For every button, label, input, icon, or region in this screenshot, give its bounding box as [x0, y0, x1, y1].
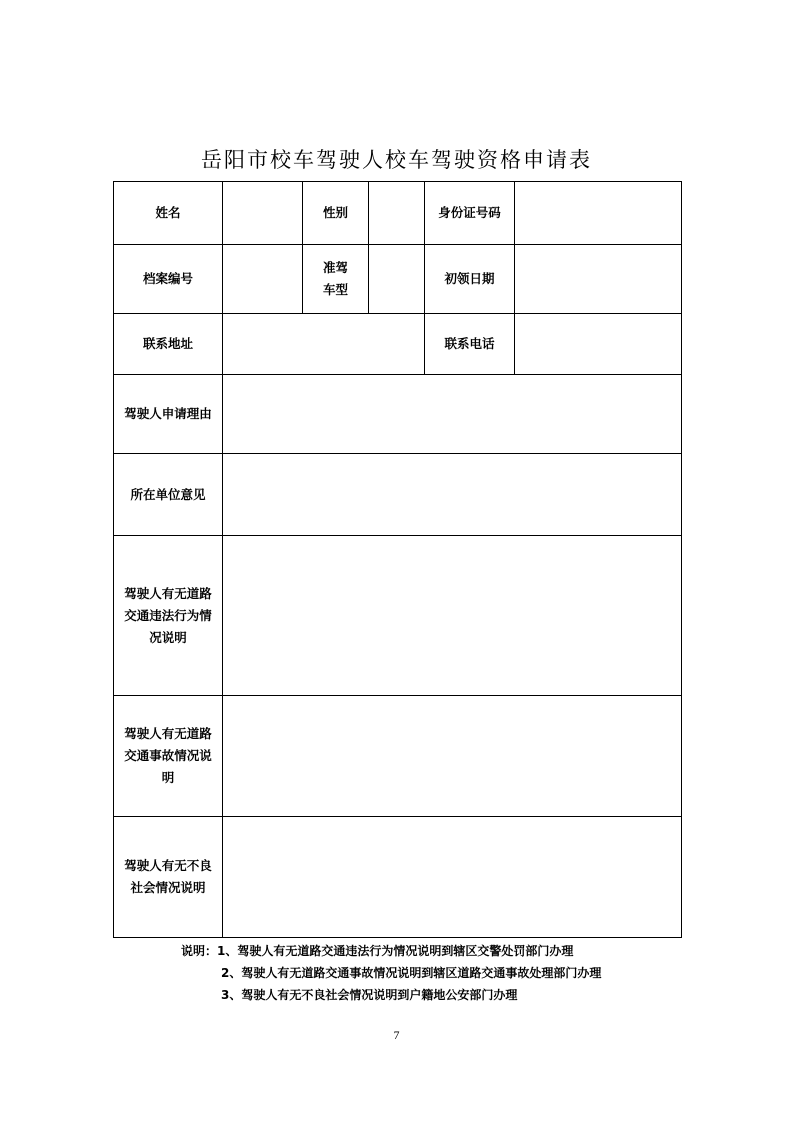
application-form-table [113, 181, 682, 938]
table-row [114, 314, 682, 375]
unit-opinion-label: 所在单位意见 [114, 454, 223, 536]
note-line-1: 说明：1、驾驶人有无道路交通违法行为情况说明到辖区交警处罚部门办理 [181, 944, 574, 958]
table-row [114, 696, 682, 817]
table-row [114, 375, 682, 454]
note-line-3: 3、驾驶人有无不良社会情况说明到户籍地公安部门办理 [221, 988, 518, 1002]
accidents-label-line2: 交通事故情况说 [124, 748, 212, 763]
bad-record-label-line2: 社会情况说明 [130, 880, 206, 895]
form-title: 岳阳市校车驾驶人校车驾驶资格申请表 [201, 148, 592, 172]
accidents-label-line3: 明 [161, 770, 175, 785]
bad-record-label [114, 817, 223, 938]
vehicle-type-label-line1: 准驾 [322, 260, 348, 275]
note-line-2: 2、驾驶人有无道路交通事故情况说明到辖区道路交通事故处理部门办理 [221, 966, 602, 980]
violations-label-line1: 驾驶人有无道路 [124, 585, 212, 601]
table-row [114, 817, 682, 938]
gender-label: 性别 [303, 182, 369, 245]
address-field[interactable] [223, 314, 425, 375]
first-issue-date-label: 初领日期 [425, 245, 515, 314]
vehicle-type-label [303, 245, 369, 314]
phone-label: 联系电话 [425, 314, 515, 375]
violations-field[interactable] [223, 536, 682, 696]
notes [181, 940, 601, 1006]
violations-label-line2: 交通违法行为情 [124, 607, 212, 623]
name-label: 姓名 [114, 182, 223, 245]
accidents-label [114, 696, 223, 817]
reason-label: 驾驶人申请理由 [114, 375, 223, 454]
bad-record-label-line1: 驾驶人有无不良 [124, 858, 212, 873]
accidents-label-line1: 驾驶人有无道路 [124, 726, 212, 741]
table-row [114, 245, 682, 314]
bad-record-field[interactable] [223, 817, 682, 938]
file-number-field[interactable] [223, 245, 303, 314]
address-label: 联系地址 [114, 314, 223, 375]
id-number-field[interactable] [515, 182, 682, 245]
violations-label [114, 536, 223, 696]
vehicle-type-label-line2: 车型 [322, 282, 348, 297]
reason-field[interactable] [223, 375, 682, 454]
accidents-field[interactable] [223, 696, 682, 817]
id-number-label: 身份证号码 [425, 182, 515, 245]
page-number: 7 [393, 1028, 400, 1042]
phone-field[interactable] [515, 314, 682, 375]
table-row [114, 182, 682, 245]
name-field[interactable] [223, 182, 303, 245]
first-issue-date-field[interactable] [515, 245, 682, 314]
file-number-label: 档案编号 [114, 245, 223, 314]
vehicle-type-field[interactable] [369, 245, 425, 314]
violations-label-line3: 况说明 [149, 629, 187, 645]
gender-field[interactable] [369, 182, 425, 245]
unit-opinion-field[interactable] [223, 454, 682, 536]
table-row [114, 454, 682, 536]
table-row [114, 536, 682, 696]
